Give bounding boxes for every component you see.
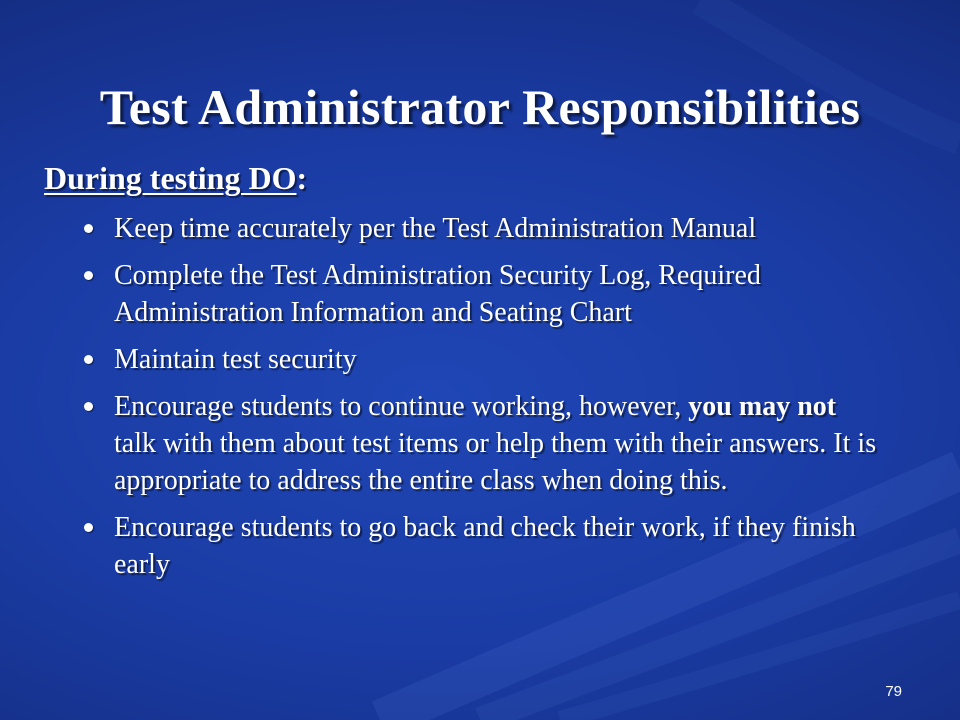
bullet-text: Keep time accurately per the Test Administration Manual bbox=[114, 213, 757, 244]
bullet-dot-icon bbox=[84, 355, 93, 364]
subheading-colon: : bbox=[296, 160, 308, 196]
bullet-text: Encourage students to go back and check their work, if they finish early bbox=[114, 512, 856, 580]
bullet-text: Complete the Test Administration Security Log, Required Administration Information and Seating Chart bbox=[114, 260, 761, 328]
bullet-dot-icon bbox=[84, 523, 93, 532]
bullet-item-encourage-working bbox=[78, 388, 878, 499]
bullet-text: Maintain test security bbox=[114, 344, 357, 375]
page-number: 79 bbox=[885, 683, 902, 700]
bullet-list bbox=[78, 210, 878, 593]
bullet-dot-icon bbox=[84, 402, 93, 411]
bullet-dot-icon bbox=[84, 271, 93, 280]
bullet-dot-icon bbox=[84, 224, 93, 233]
section-subheading bbox=[44, 160, 307, 197]
bullet-item-check-work bbox=[78, 509, 878, 583]
bullet-item-security-log bbox=[78, 257, 878, 331]
bullet-item-keep-time bbox=[78, 210, 878, 247]
slide-title: Test Administrator Responsibilities bbox=[99, 79, 861, 135]
bullet-text-before: Encourage students to continue working, however, bbox=[114, 391, 689, 422]
subheading-underlined-text: During testing DO bbox=[44, 160, 297, 196]
bullet-text-emphasis: you may not bbox=[688, 391, 837, 422]
bullet-text-after: talk with them about test items or help them with their answers. It is appropriate to address the entire class when doing this. bbox=[114, 428, 877, 496]
bullet-item-maintain-security bbox=[78, 341, 878, 378]
